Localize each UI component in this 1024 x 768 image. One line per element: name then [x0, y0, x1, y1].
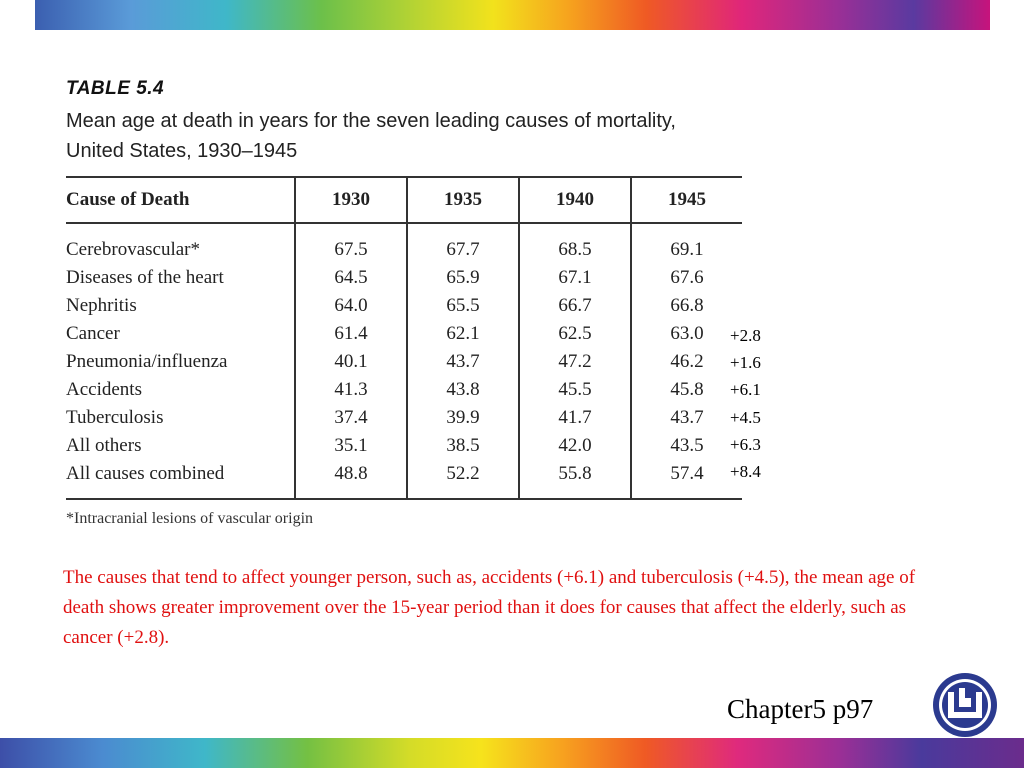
value-cell: 55.8: [519, 460, 631, 499]
cause-cell: Diseases of the heart: [66, 267, 224, 288]
change-value: +6.3: [730, 434, 761, 454]
value-cell: 35.1: [295, 432, 407, 460]
column-header-1940: 1940: [519, 177, 631, 223]
column-header-1945: 1945: [631, 177, 742, 223]
change-value: +2.8: [730, 326, 761, 345]
value-cell: 67.7: [407, 223, 519, 264]
top-gradient-bar: [35, 0, 990, 30]
value-cell: 67.1: [519, 264, 631, 292]
value-cell: 38.5: [407, 432, 519, 460]
table-caption: Mean age at death in years for the seven leading causes of mortality, United States, 1930–1945: [66, 110, 676, 162]
change-value: +6.1: [730, 380, 761, 400]
explanatory-note: The causes that tend to affect younger person, such as, accidents (+6.1) and tuberculosis (+4.5), the mean age of death shows greater improvement over the 15-year period than it does for causes that affect the elderly, such as cancer (+2.8).: [63, 567, 916, 648]
value-cell: 46.2: [631, 348, 742, 376]
chapter-page-reference: Chapter5 p97: [727, 694, 874, 724]
mortality-table: [66, 176, 742, 500]
value-cell: 61.4: [295, 320, 407, 348]
cause-cell: Nephritis: [66, 295, 137, 316]
value-cell: 66.7: [519, 292, 631, 320]
change-value: +4.5: [730, 407, 761, 427]
value-cell: 47.2: [519, 348, 631, 376]
value-cell: 68.5: [519, 223, 631, 264]
value-cell: 65.9: [407, 264, 519, 292]
value-cell: 43.7: [407, 348, 519, 376]
value-cell: 64.5: [295, 264, 407, 292]
table-row: [66, 264, 742, 292]
cause-cell: Tuberculosis: [66, 407, 164, 428]
value-cell: 62.1: [407, 320, 519, 348]
value-cell: 39.9: [407, 404, 519, 432]
value-cell: 41.7: [519, 404, 631, 432]
value-cell: 69.1: [631, 223, 742, 264]
cause-cell: Cancer: [66, 323, 120, 344]
change-value: +8.4: [730, 462, 761, 482]
table-row: [66, 223, 742, 264]
value-cell: 67.5: [295, 223, 407, 264]
value-cell: 64.0: [295, 292, 407, 320]
table-footnote: *Intracranial lesions of vascular origin: [66, 510, 314, 527]
value-cell: 57.4: [631, 460, 742, 499]
value-cell: 40.1: [295, 348, 407, 376]
value-cell: 37.4: [295, 404, 407, 432]
value-cell: 67.6: [631, 264, 742, 292]
cause-cell: Cerebrovascular*: [66, 239, 200, 260]
bottom-gradient-bar: [0, 738, 1024, 768]
value-cell: 48.8: [295, 460, 407, 499]
value-cell: 41.3: [295, 376, 407, 404]
value-cell: 52.2: [407, 460, 519, 499]
cause-cell: All others: [66, 435, 142, 456]
table-row: [66, 432, 742, 460]
table-row: [66, 348, 742, 376]
column-header-1935: 1935: [407, 177, 519, 223]
university-logo-icon: [932, 672, 998, 738]
cause-cell: Pneumonia/influenza: [66, 351, 228, 372]
value-cell: 65.5: [407, 292, 519, 320]
column-header-cause: Cause of Death: [66, 177, 295, 223]
cause-cell: Accidents: [66, 379, 142, 400]
table-title: TABLE 5.4: [66, 78, 165, 99]
value-cell: 66.8: [631, 292, 742, 320]
table-row: [66, 460, 742, 499]
table-row: [66, 292, 742, 320]
change-annotations: [730, 322, 761, 485]
change-value: +1.6: [730, 353, 761, 373]
value-cell: 45.5: [519, 376, 631, 404]
value-cell: 43.8: [407, 376, 519, 404]
value-cell: 62.5: [519, 320, 631, 348]
table-row: [66, 376, 742, 404]
value-cell: 43.5: [631, 432, 742, 460]
table-row: [66, 404, 742, 432]
value-cell: 43.7: [631, 404, 742, 432]
table-row: [66, 320, 742, 348]
table-header-row: [66, 177, 742, 223]
value-cell: 45.8: [631, 376, 742, 404]
value-cell: 42.0: [519, 432, 631, 460]
column-header-1930: 1930: [295, 177, 407, 223]
value-cell: 63.0: [631, 320, 742, 348]
cause-cell: All causes combined: [66, 460, 295, 499]
